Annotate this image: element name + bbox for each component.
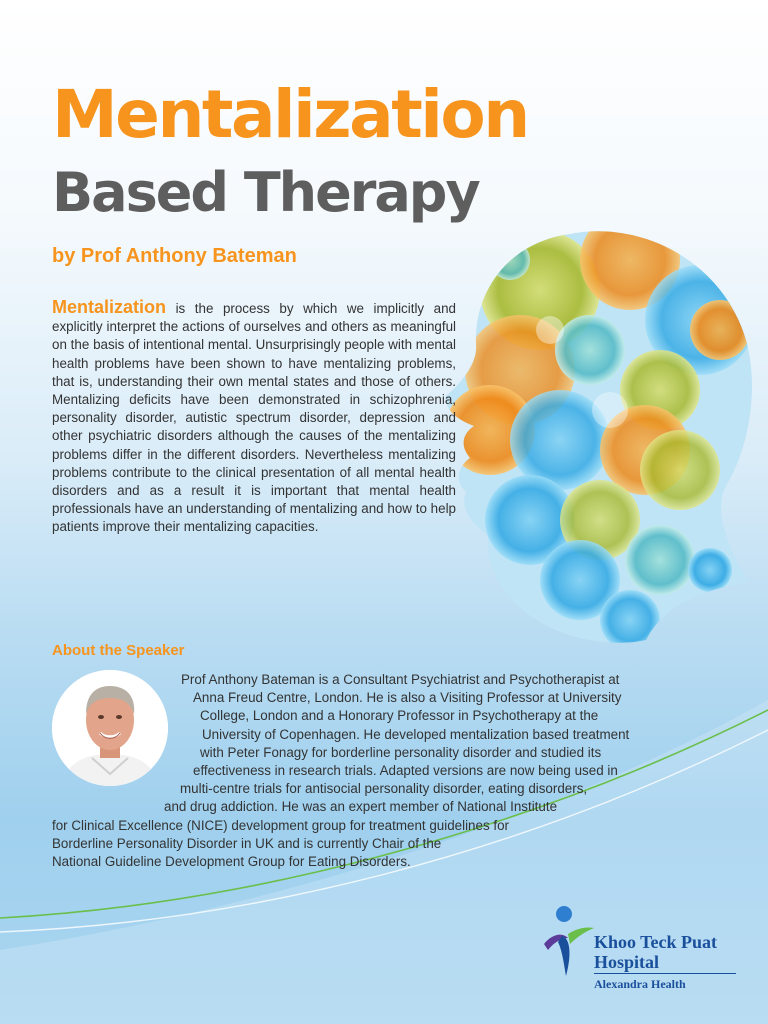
bio-line: Anna Freud Centre, London. He is also a Visiting Professor at University	[193, 690, 622, 706]
hospital-name-line-2: Hospital	[594, 952, 660, 972]
bio-line: College, London and a Honorary Professor in Psychotherapy at the	[200, 708, 599, 724]
bio-line: with Peter Fonagy for borderline personality disorder and studied its	[200, 744, 602, 760]
speaker-heading: About the Speaker	[52, 642, 185, 659]
bubble-head-illustration	[430, 220, 760, 660]
title-line-2: Based Therapy	[52, 161, 479, 224]
bio-line: for Clinical Excellence (NICE) development group for treatment guidelines for	[52, 817, 509, 833]
hospital-group-name: Alexandra Health	[594, 977, 686, 991]
bio-line: Prof Anthony Bateman is a Consultant Psychiatrist and Psychotherapist at	[181, 672, 620, 687]
bio-line: National Guideline Development Group for Eating Disorders.	[52, 854, 411, 870]
bio-line: Borderline Personality Disorder in UK and is currently Chair of the	[52, 835, 442, 851]
bio-line: and drug addiction. He was an expert member of National Institute	[164, 799, 558, 815]
bio-line: multi-centre trials for antisocial personality disorder, eating disorders,	[180, 781, 588, 797]
byline: by Prof Anthony Bateman	[52, 245, 297, 267]
logo-divider	[594, 973, 736, 974]
intro-lead: Mentalization	[52, 297, 167, 317]
bio-line: effectiveness in research trials. Adapted versions are now being used in	[193, 763, 618, 779]
hospital-logo-icon	[540, 904, 596, 984]
hospital-name-line-1: Khoo Teck Puat	[594, 932, 718, 952]
bio-line: University of Copenhagen. He developed mentalization based treatment	[202, 726, 630, 742]
intro-body: is the process by which we implicitly and explicitly interpret the actions of ourselves and others as meaningful on the basis of intentional mental. Unsurprisingly people with mental health problems have been shown to have mentalizing problems, that is, understanding their own mental states and those of others. Mentalizing deficits have been demonstrated in schizophrenia, personality disorder, autistic spectrum disorder, depression and other psychiatric disorders although the causes of the mentalizing problems differ in the different disorders. Nevertheless mentalizing problems contribute to the clinical presentation of all mental health disorders and as a result it is important that mental health professionals have an understanding of mentalizing and how to help patients improve their mentalizing capacities.	[52, 301, 456, 535]
speaker-bio	[52, 671, 732, 871]
hospital-name	[594, 932, 717, 972]
hospital-logo	[540, 904, 740, 994]
intro-paragraph	[52, 298, 456, 537]
title-line-1: Mentalization	[52, 76, 528, 153]
